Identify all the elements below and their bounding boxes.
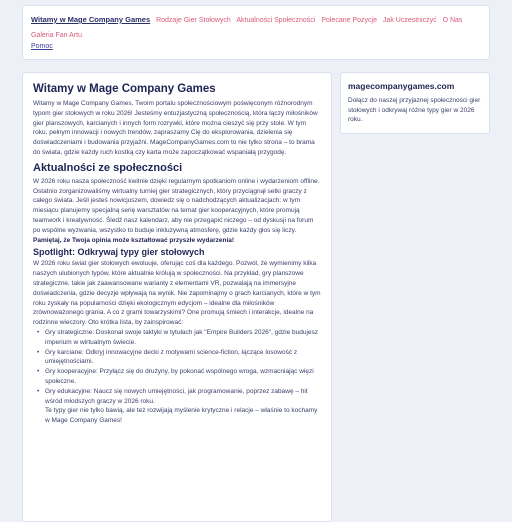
nav-link-help[interactable]: Pomoc: [31, 43, 53, 50]
news-text: W 2026 roku nasza społeczność kwitnie dzięki regularnym spotkaniom online i wydarzeniom offline. Ostatnio zorganizowaliśmy wirtualny turniej gier strategicznych, który przyciągnął setki graczy z całego świata. Jeśli jesteś nowicjuszem, dowiedz się o nadchodzących aktualizacjach: w tym miesiącu planujemy specjalną serię warsztatów na temat gier kooperacyjnych, które promują teamwork i kreatywność. Śledź nasz kalendarz, aby nie przegapić niczego – od dyskusji na forum po wspólne wyzwania, wszystko to buduje inkluzywną atmosferę, gdzie każdy głos się liczy.: [33, 177, 320, 234]
top-navigation: [22, 5, 490, 60]
sidebar-title: magecompanygames.com: [348, 81, 455, 91]
nav-row-secondary: [31, 32, 86, 39]
news-bold-text: Pamiętaj, że Twoja opinia może kształtować przyszłe wydarzenia!: [33, 236, 235, 244]
list-item: • Gry karciane: Odkryj innowacyjne decki z motywami science-fiction, łączące losowość z umiejętnościami.: [39, 348, 321, 368]
nav-link-about[interactable]: O Nas: [442, 17, 463, 24]
news-heading: Aktualności ze społeczności: [33, 161, 183, 174]
sidebar-box: [340, 72, 490, 134]
nav-link-recommended[interactable]: Polecane Pozycje: [321, 17, 377, 24]
spotlight-heading: Spotlight: Odkrywaj typy gier stołowych: [33, 247, 205, 258]
list-item: • Gry strategiczne: Doskonał swoje taktyki w tytułach jak "Empire Builders 2026", gdzie budujesz imperium w wirtualnym świecie.: [39, 328, 321, 348]
list-item: • Gry edukacyjne: Naucz się nowych umiejętności, jak programowanie, poprzez zabawę – hit wśród młodszych graczy w 2026 roku.: [39, 387, 321, 407]
spotlight-paragraph: W 2026 roku świat gier stołowych ewoluuje, oferując coś dla każdego. Pozwól, że wymienimy kilka naszych ulubionych typów, które aktualnie królują w społeczności. Na przykład, gry planszowe strategiczne, takie jak zaawansowane warianty z elementami VR, pozwalają na immersyjne doświadczenia, gdzie decyzje wpływają na wynik. Nie zapominajmy o grach karcianych, które w tym roku zyskały na popularności dzięki ekologicznym edycjom – idealne dla miłośników zrównoważonego grania. A co z grami towarzyskimi? One promują śmiech i interakcje, idealne na rodzinne wieczory. Oto krótka lista, by zainspirować:: [33, 260, 321, 327]
sidebar-text: Dołącz do naszej przyjaznej społeczności gier stołowych i odkrywaj różne typy gier w 2026 roku.: [348, 97, 481, 123]
page-title: Witamy w Mage Company Games: [33, 83, 216, 95]
nav-link-game-types[interactable]: Rodzaje Gier Stołowych: [156, 17, 231, 24]
news-paragraph: [33, 177, 321, 246]
nav-row-primary: [31, 15, 466, 24]
nav-link-home[interactable]: Witamy w Mage Company Games: [31, 15, 151, 24]
nav-row-tertiary: [31, 43, 57, 50]
main-content: [22, 72, 332, 522]
game-types-list: [33, 328, 321, 406]
nav-link-participate[interactable]: Jak Uczestniczyć: [382, 17, 437, 24]
list-item: • Gry kooperacyjne: Przyłącz się do drużyny, by pokonać wspólnego wroga, wzmacniając więzi społeczne.: [39, 367, 321, 387]
outro-paragraph: Te typy gier nie tylko bawią, ale też rozwijają myślenie krytyczne i relacje – właśnie to kochamy w Mage Company Games!: [45, 407, 318, 425]
intro-paragraph: Witamy w Mage Company Games, Twoim portalu społecznościowym poświęconym różnorodnym typom gier stołowych w roku 2026! Jesteśmy entuzjastyczną społecznością, która łączy miłośników gier planszowych, karcianych i innych form rozrywki, które można cieszyć się przy stole. W tym roku, pełnym innowacji i nowych trendów, zapraszamy Cię do eksplorowania, dzielenia się doświadczeniami i budowania przyjaźni. MageCompanyGames.com to nie tylko strona – to brama do świata, gdzie każdy ruch kostką czy karta może zapoczątkować wspaniałą przygodę.: [33, 100, 318, 156]
nav-link-community-news[interactable]: Aktualności Społeczności: [236, 17, 316, 24]
nav-link-fan-art[interactable]: Galeria Fan Artu: [31, 32, 82, 39]
